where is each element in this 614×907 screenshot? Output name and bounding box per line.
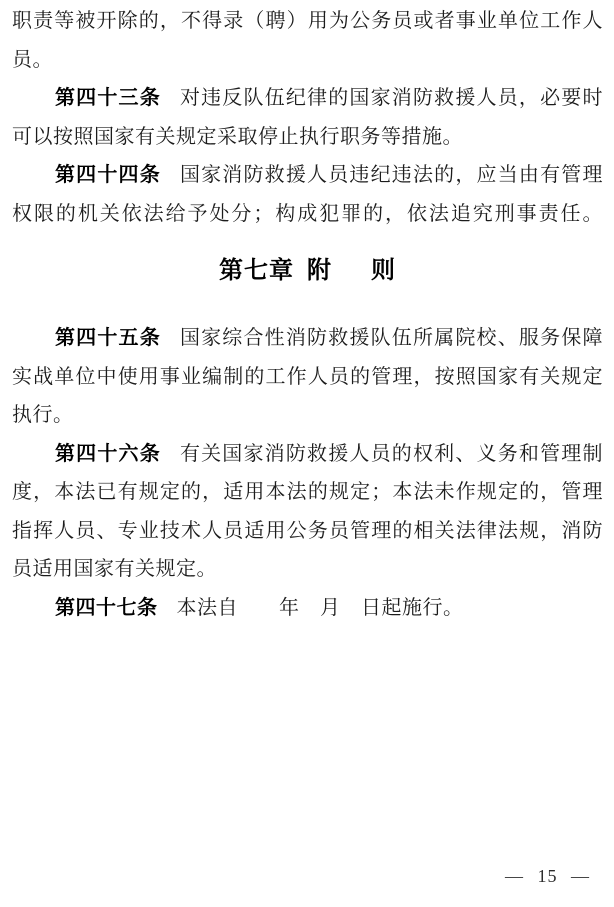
article-number: 第四十四条 <box>55 164 161 186</box>
text-line: 职责等被开除的，不得录（聘）用为公务员或者事业单位工作人 <box>12 10 603 32</box>
text-line: 执行。 <box>12 404 74 426</box>
text-line: 实战单位中使用事业编制的工作人员的管理，按照国家有关规定 <box>12 365 603 388</box>
article-number: 第四十五条 <box>55 327 161 349</box>
article-text: 对违反队伍纪律的国家消防救援人员，必要时 <box>179 87 603 109</box>
article-number: 第四十七条 <box>55 596 158 619</box>
chapter-title-char: 则 <box>371 258 396 284</box>
article-text: 有关国家消防救援人员的权利、义务和管理制 <box>179 442 603 465</box>
text-line: 可以按照国家有关规定采取停止执行职务等措施。 <box>12 125 463 148</box>
text-line: 度，本法已有规定的，适用本法的规定；本法未作规定的，管理 <box>12 481 603 503</box>
page-body <box>12 2 603 627</box>
chapter-heading <box>12 254 603 288</box>
article-number: 第四十三条 <box>55 87 161 109</box>
article-text: 国家综合性消防救援队伍所属院校、服务保障 <box>179 327 603 349</box>
text-line: 指挥人员、专业技术人员适用公务员管理的相关法律法规，消防 <box>12 519 603 542</box>
text-line: 权限的机关依法给予处分；构成犯罪的，依法追究刑事责任。 <box>12 202 603 225</box>
article-text: 本法自 年 月 日起施行。 <box>176 596 464 619</box>
chapter-number: 第七章 <box>219 258 294 284</box>
article-number: 第四十六条 <box>55 442 161 465</box>
chapter-title-char: 附 <box>307 258 332 284</box>
text-line: 员适用国家有关规定。 <box>12 558 217 580</box>
article-43-line <box>12 79 603 118</box>
article-text: 国家消防救援人员违纪违法的，应当由有管理 <box>179 164 603 186</box>
page-number: — 15 — <box>505 866 590 886</box>
article-44-line <box>12 156 603 195</box>
text-line: 员。 <box>12 48 53 71</box>
article-47-line <box>12 589 603 628</box>
article-46-line <box>12 435 603 474</box>
article-45-line <box>12 319 603 358</box>
